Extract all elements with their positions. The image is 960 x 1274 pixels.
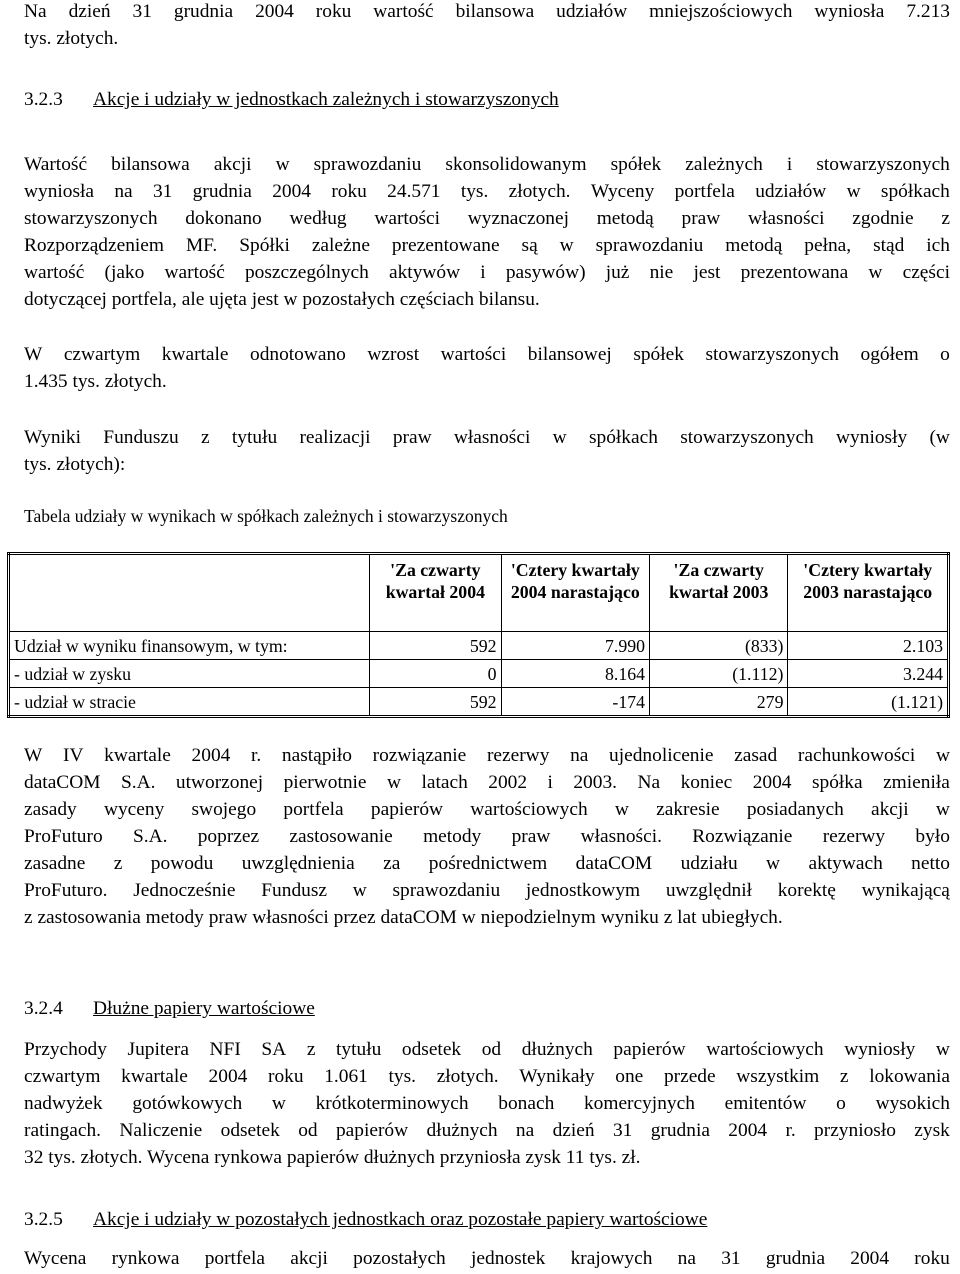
word: Wyceny <box>590 181 655 202</box>
word: z <box>839 1066 849 1087</box>
word: w <box>552 427 567 448</box>
word: i <box>547 772 553 793</box>
word: w <box>935 745 950 766</box>
word: roku <box>315 1 352 22</box>
word: SA <box>261 1039 287 1060</box>
section-number: 3.2.3 <box>24 89 63 110</box>
word: Przychody <box>24 1039 107 1060</box>
word: poszczególnych <box>244 262 369 283</box>
table-header-cell: 'Za czwarty kwartał 2003 <box>650 554 788 632</box>
word: o <box>836 1093 846 1114</box>
word: S.A. <box>120 772 156 793</box>
word: Na <box>637 772 661 793</box>
word: 24.571 <box>387 181 441 202</box>
word: jest <box>693 262 721 283</box>
word: spółkach <box>588 427 658 448</box>
word: było <box>915 826 950 847</box>
word: Wycena <box>24 1248 87 1269</box>
table-row <box>9 632 949 660</box>
word: ogółem <box>860 344 919 365</box>
word: bilansowa <box>111 154 190 175</box>
text-line <box>24 178 950 205</box>
word: stowarzyszonych <box>705 344 839 365</box>
word: uwzględnienia <box>241 853 355 874</box>
word: w <box>387 772 402 793</box>
word: wartości <box>374 208 441 229</box>
word: przyniosło <box>814 1120 896 1141</box>
word: Rozwiązanie <box>692 826 793 847</box>
section-number: 3.2.4 <box>24 998 63 1019</box>
word: 31 <box>152 181 173 202</box>
word: rozwiązanie <box>372 745 467 766</box>
word: wartościowych <box>706 1039 824 1060</box>
word: grudnia <box>192 181 252 202</box>
word: wynikającą <box>861 880 950 901</box>
word: zmieniła <box>883 772 950 793</box>
word: akcji <box>213 154 252 175</box>
word: udziałów <box>556 1 628 22</box>
word: zależne <box>311 235 370 256</box>
word: 31 <box>612 1120 633 1141</box>
text-line <box>24 1245 950 1272</box>
text-line: z zastosowania metody praw własności przez dataCOM w niepodzielnym wyniku z lat ubiegłych. <box>24 907 783 928</box>
word: wartościowych <box>470 799 588 820</box>
table-cell: (833) <box>650 632 788 660</box>
word: czwartym <box>63 344 141 365</box>
word: pełna, <box>804 235 852 256</box>
table-header-cell <box>9 554 370 632</box>
table-row <box>9 660 949 688</box>
word: one <box>615 1066 644 1087</box>
word: w <box>275 154 290 175</box>
word: Rozporządzeniem <box>24 235 164 256</box>
word: dłużnych <box>426 1120 498 1141</box>
word: w <box>935 799 950 820</box>
word: W <box>24 344 43 365</box>
word: poprzez <box>197 826 260 847</box>
word: własności <box>453 427 531 448</box>
section-title: Dłużne papiery wartościowe <box>93 998 315 1019</box>
word: już <box>605 262 630 283</box>
word: korektę <box>777 880 836 901</box>
word: z <box>201 427 210 448</box>
word: zastosowanie <box>289 826 393 847</box>
word: dataCOM <box>575 853 653 874</box>
text-line <box>24 1090 950 1117</box>
word: od <box>298 1120 318 1141</box>
word: w <box>935 1039 950 1060</box>
word: udziału <box>680 853 738 874</box>
word: 1.061 <box>324 1066 368 1087</box>
word: Wartość <box>24 154 88 175</box>
table-cell: 3.244 <box>788 660 949 688</box>
word: spółek <box>610 154 662 175</box>
word: 2004 <box>255 1 294 22</box>
word: stowarzyszonych <box>816 154 950 175</box>
table-cell: 8.164 <box>501 660 649 688</box>
word: papierów <box>613 1039 686 1060</box>
word: roku <box>331 181 367 202</box>
table-cell-label: - udział w zysku <box>9 660 370 688</box>
word: jednostkowym <box>525 880 641 901</box>
word: ratingach. <box>24 1120 101 1141</box>
table-header-cell: 'Cztery kwartały 2004 narastająco <box>501 554 649 632</box>
word: spółek <box>633 344 684 365</box>
word: wzrost <box>367 344 420 365</box>
word: na <box>515 1120 535 1141</box>
word: rezerwy <box>822 826 886 847</box>
word: zgodnie <box>852 208 914 229</box>
word: własności <box>748 208 825 229</box>
word: Spółki <box>239 235 290 256</box>
table-header-cell: 'Za czwarty kwartał 2004 <box>370 554 501 632</box>
word: części <box>902 262 950 283</box>
word: bilansowa <box>455 1 535 22</box>
table-cell: (1.121) <box>788 688 949 717</box>
word: złotych. <box>436 1066 499 1087</box>
word: spółkach <box>880 181 950 202</box>
word: w <box>614 799 629 820</box>
word: w <box>846 181 861 202</box>
section-title: Akcje i udziały w pozostałych jednostkach oraz pozostałe papiery wartościowe <box>93 1209 708 1230</box>
word: akcji <box>871 799 909 820</box>
word: roku <box>268 1066 304 1087</box>
word: w <box>352 880 367 901</box>
word: zależnych <box>685 154 763 175</box>
word: dzień <box>68 1 111 22</box>
text-line <box>24 205 950 232</box>
word: 2002 <box>488 772 528 793</box>
word: zysk <box>914 1120 950 1141</box>
word: wszystkim <box>736 1066 820 1087</box>
word: aktywach <box>808 853 883 874</box>
word: własności. <box>580 826 662 847</box>
word: ich <box>926 235 950 256</box>
word: z <box>306 1039 316 1060</box>
table-cell: -174 <box>501 688 649 717</box>
word: odsetek <box>220 1120 280 1141</box>
word: latach <box>421 772 468 793</box>
word: sprawozdaniu <box>392 880 501 901</box>
table-cell: 279 <box>650 688 788 717</box>
word: w <box>868 262 883 283</box>
table-cell-label: Udział w wyniku finansowym, w tym: <box>9 632 370 660</box>
table-cell-label: - udział w stracie <box>9 688 370 717</box>
word: nadwyżek <box>24 1093 103 1114</box>
word: r. <box>251 745 262 766</box>
word: 2004 <box>272 181 311 202</box>
section-heading-3-2-4 <box>24 995 315 1022</box>
word: metody <box>423 826 482 847</box>
word: NFI <box>209 1039 241 1060</box>
word: bonach <box>498 1093 555 1114</box>
table-header-cell: 'Cztery kwartały 2003 narastająco <box>788 554 949 632</box>
word: 31 <box>132 1 152 22</box>
word: odnotowano <box>250 344 346 365</box>
word: wartość <box>24 262 85 283</box>
text-line <box>24 742 950 769</box>
word: W <box>24 745 43 766</box>
word: swojego <box>191 799 257 820</box>
word: na <box>570 745 589 766</box>
word: ujednolicenie <box>609 745 714 766</box>
section-heading-3-2-3 <box>24 86 559 113</box>
word: 7.213 <box>906 1 950 22</box>
word: wyceny <box>103 799 165 820</box>
word: kwartale <box>104 745 171 766</box>
table-cell: (1.112) <box>650 660 788 688</box>
word: pierwotnie <box>283 772 367 793</box>
table-cell: 7.990 <box>501 632 649 660</box>
word: dataCOM <box>24 772 101 793</box>
word: wartości <box>440 344 507 365</box>
word: netto <box>911 853 950 874</box>
text-line <box>24 796 950 823</box>
text-line <box>24 823 950 850</box>
word: 2004 <box>752 772 792 793</box>
word: w <box>559 235 574 256</box>
word: rynkowa <box>111 1248 180 1269</box>
word: wyniosła <box>814 1 885 22</box>
word: w <box>766 853 781 874</box>
word: złotych. <box>508 181 571 202</box>
word: stąd <box>873 235 905 256</box>
word: i <box>480 262 486 283</box>
word: tytułu <box>231 427 278 448</box>
text-line: tys. złotych. <box>24 28 119 49</box>
word: powodu <box>150 853 214 874</box>
word: są <box>521 235 538 256</box>
text-line <box>24 151 950 178</box>
word: Wyniki <box>24 427 81 448</box>
word: spółka <box>811 772 863 793</box>
table-cell: 0 <box>370 660 501 688</box>
word: od <box>481 1039 502 1060</box>
word: posiadanych <box>746 799 844 820</box>
word: czwartym <box>24 1066 101 1087</box>
text-line: 1.435 tys. złotych. <box>24 371 167 392</box>
word: (jako <box>104 262 145 283</box>
word: papierów <box>335 1120 409 1141</box>
word: według <box>289 208 347 229</box>
word: metodą <box>725 235 783 256</box>
word: za <box>383 853 401 874</box>
word: przede <box>663 1066 716 1087</box>
word: Jupitera <box>127 1039 189 1060</box>
word: akcji <box>290 1248 328 1269</box>
word: prezentowane <box>391 235 500 256</box>
text-line <box>24 877 950 904</box>
word: 2004 <box>728 1120 768 1141</box>
word: portfela <box>283 799 344 820</box>
word: gotówkowych <box>132 1093 243 1114</box>
word: skonsolidowanym <box>445 154 587 175</box>
word: 2003. <box>573 772 617 793</box>
word: koniec <box>680 772 733 793</box>
word: uwzględnił <box>665 880 752 901</box>
table-header-row <box>9 554 949 632</box>
word: tys. <box>460 181 489 202</box>
word: Naliczenie <box>119 1120 203 1141</box>
word: komercyjnych <box>583 1093 695 1114</box>
text-line <box>24 0 950 25</box>
word: realizacji <box>299 427 371 448</box>
word: pośrednictwem <box>428 853 548 874</box>
word: Funduszu <box>103 427 179 448</box>
section-heading-3-2-5 <box>24 1206 707 1233</box>
word: odsetek <box>401 1039 462 1060</box>
word: wyniosła <box>24 181 95 202</box>
word: praw <box>511 826 551 847</box>
word: IV <box>62 745 84 766</box>
word: sprawozdaniu <box>313 154 422 175</box>
word: wartość <box>373 1 434 22</box>
word: wartość <box>164 262 225 283</box>
word: r. <box>785 1120 796 1141</box>
text-line <box>24 1117 950 1144</box>
word: Jednocześnie <box>133 880 236 901</box>
word: tytułu <box>336 1039 382 1060</box>
table-cell: 592 <box>370 688 501 717</box>
word: udziałów <box>755 181 827 202</box>
text-line <box>24 424 950 451</box>
word: utworzonej <box>175 772 264 793</box>
word: na <box>677 1248 696 1269</box>
section-number: 3.2.5 <box>24 1209 63 1230</box>
word: ProFuturo. <box>24 880 108 901</box>
word: z <box>941 208 950 229</box>
word: 2004 <box>208 1066 248 1087</box>
word: grudnia <box>765 1248 826 1269</box>
word: aktywów <box>389 262 461 283</box>
word: zasad <box>734 745 778 766</box>
text-line <box>24 1036 950 1063</box>
word: Fundusz <box>261 880 327 901</box>
word: tys. <box>388 1066 417 1087</box>
results-table <box>7 552 950 718</box>
word: krajowych <box>570 1248 653 1269</box>
text-line <box>24 850 950 877</box>
word: mniejszościowych <box>649 1 793 22</box>
word: Wynikały <box>519 1066 595 1087</box>
word: zasady <box>24 799 77 820</box>
word: wyznaczonej <box>467 208 569 229</box>
word: wyniosły <box>836 427 908 448</box>
word: pozostałych <box>353 1248 446 1269</box>
word: rachunkowości <box>797 745 916 766</box>
text-line <box>24 341 950 368</box>
word: nie <box>649 262 674 283</box>
word: emitentów <box>724 1093 807 1114</box>
word: i <box>786 154 793 175</box>
word: metodą <box>596 208 654 229</box>
section-title: Akcje i udziały w jednostkach zależnych i stowarzyszonych <box>93 89 559 110</box>
word: wysokich <box>875 1093 950 1114</box>
word: prezentowana <box>740 262 849 283</box>
word: kwartale <box>121 1066 188 1087</box>
word: o <box>940 344 950 365</box>
word: na <box>114 181 133 202</box>
word: 2004 <box>850 1248 890 1269</box>
word: rezerwy <box>486 745 550 766</box>
word: nastąpiło <box>281 745 352 766</box>
table-cell: 2.103 <box>788 632 949 660</box>
table-cell: 592 <box>370 632 501 660</box>
word: sprawozdaniu <box>595 235 704 256</box>
word: portfela <box>674 181 735 202</box>
word: 31 <box>721 1248 741 1269</box>
word: praw <box>392 427 432 448</box>
word: grudnia <box>650 1120 710 1141</box>
text-line: tys. złotych): <box>24 454 126 475</box>
word: kwartale <box>161 344 229 365</box>
word: z <box>113 853 123 874</box>
text-line <box>24 769 950 796</box>
table-caption: Tabela udziały w wynikach w spółkach zależnych i stowarzyszonych <box>24 506 508 526</box>
word: dzień <box>552 1120 595 1141</box>
word: (w <box>929 427 950 448</box>
word: S.A. <box>132 826 168 847</box>
table-row <box>9 688 949 717</box>
text-line: 32 tys. złotych. Wycena rynkowa papierów dłużnych przyniosła zysk 11 tys. zł. <box>24 1147 641 1168</box>
word: papierów <box>370 799 444 820</box>
word: wyniosły <box>844 1039 916 1060</box>
word: 2004 <box>191 745 231 766</box>
word: zasadne <box>24 853 86 874</box>
text-line <box>24 1063 950 1090</box>
word: stowarzyszonych <box>24 208 158 229</box>
text-line: dotyczącej portfela, ale ujęta jest w pozostałych częściach bilansu. <box>24 289 540 310</box>
word: roku <box>914 1248 950 1269</box>
text-line <box>24 259 950 286</box>
word: jednostek <box>471 1248 546 1269</box>
word: portfela <box>204 1248 265 1269</box>
word: bilansowej <box>527 344 612 365</box>
word: grudnia <box>173 1 234 22</box>
word: w <box>271 1093 286 1114</box>
word: lokowania <box>869 1066 950 1087</box>
word: MF. <box>185 235 218 256</box>
word: pasywów) <box>505 262 586 283</box>
word: ProFuturo <box>24 826 103 847</box>
word: zakresie <box>656 799 720 820</box>
text-line <box>24 232 950 259</box>
word: krótkoterminowych <box>315 1093 469 1114</box>
word: praw <box>681 208 721 229</box>
word: stowarzyszonych <box>680 427 814 448</box>
word: dłużnych <box>521 1039 593 1060</box>
word: Na <box>24 1 47 22</box>
word: dokonano <box>185 208 262 229</box>
